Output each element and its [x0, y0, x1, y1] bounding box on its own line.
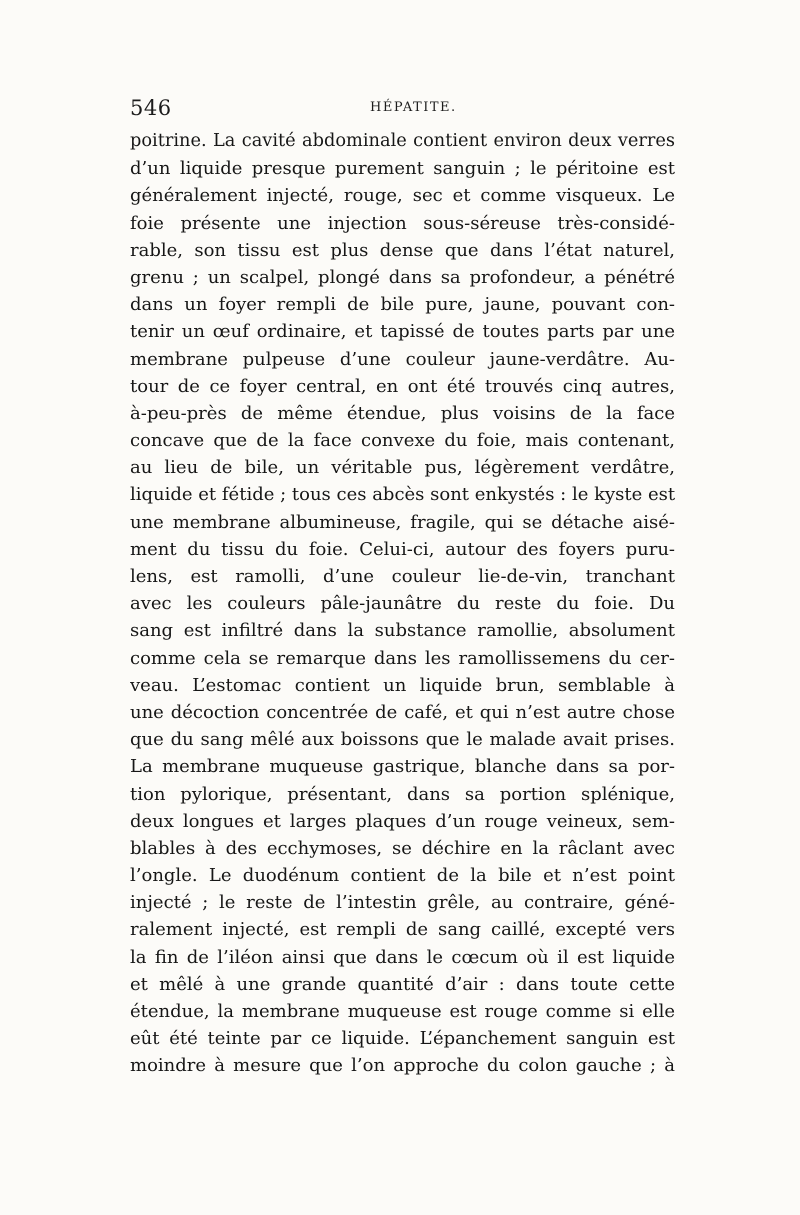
- text-line: injecté ; le reste de l’intestin grêle, au contraire, géné-: [130, 892, 675, 914]
- text-line: d’un liquide presque purement sanguin ; le péritoine est: [130, 158, 675, 180]
- text-line: grenu ; un scalpel, plongé dans sa profondeur, a pénétré: [130, 266, 675, 288]
- text-line: généralement injecté, rouge, sec et comme visqueux. Le: [130, 185, 675, 207]
- text-line: deux longues et larges plaques d’un rouge veineux, sem-: [130, 810, 675, 832]
- text-line: la fin de l’iléon ainsi que dans le cœcum où il est liquide: [130, 946, 675, 968]
- text-line: que du sang mêlé aux boissons que le malade avait prises.: [130, 729, 675, 751]
- text-line: membrane pulpeuse d’une couleur jaune-verdâtre. Au-: [130, 348, 675, 370]
- text-line: tour de ce foyer central, en ont été trouvés cinq autres,: [130, 375, 675, 397]
- running-title: HÉPATITE.: [370, 100, 457, 115]
- text-line: liquide et fétide ; tous ces abcès sont enkystés : le kyste est: [130, 484, 675, 506]
- text-line: ment du tissu du foie. Celui-ci, autour des foyers puru-: [130, 538, 675, 560]
- text-line: La membrane muqueuse gastrique, blanche dans sa por-: [130, 756, 675, 778]
- text-line: ralement injecté, est rempli de sang caillé, excepté vers: [130, 919, 675, 941]
- text-line: une membrane albumineuse, fragile, qui se détache aisé-: [130, 511, 675, 533]
- text-line: dans un foyer rempli de bile pure, jaune, pouvant con-: [130, 294, 675, 316]
- page-number: 546: [130, 96, 172, 120]
- text-line: à-peu-près de même étendue, plus voisins de la face: [130, 402, 675, 424]
- text-line: blables à des ecchymoses, se déchire en la râclant avec: [130, 837, 675, 859]
- text-line: avec les couleurs pâle-jaunâtre du reste du foie. Du: [130, 593, 675, 615]
- text-line: concave que de la face convexe du foie, mais contenant,: [130, 430, 675, 452]
- text-line: veau. L’estomac contient un liquide brun, semblable à: [130, 674, 675, 696]
- text-line: foie présente une injection sous-séreuse très-considé-: [130, 212, 675, 234]
- text-line: eût été teinte par ce liquide. L’épanchement sanguin est: [130, 1028, 675, 1050]
- text-line: au lieu de bile, un véritable pus, légèrement verdâtre,: [130, 457, 675, 479]
- text-line: l’ongle. Le duodénum contient de la bile et n’est point: [130, 865, 675, 887]
- text-line: étendue, la membrane muqueuse est rouge comme si elle: [130, 1001, 675, 1022]
- text-line: lens, est ramolli, d’une couleur lie-de-vin, tranchant: [130, 566, 675, 587]
- text-line: tenir un œuf ordinaire, et tapissé de toutes parts par une: [130, 321, 675, 343]
- text-line: et mêlé à une grande quantité d’air : dans toute cette: [130, 973, 675, 995]
- text-line: une décoction concentrée de café, et qui n’est autre chose: [130, 701, 675, 723]
- page-header: [130, 96, 675, 126]
- text-line: comme cela se remarque dans les ramollissemens du cer-: [130, 647, 675, 669]
- text-line: moindre à mesure que l’on approche du colon gauche ; à: [130, 1055, 675, 1077]
- text-line: sang est infiltré dans la substance ramollie, absolument: [130, 620, 675, 642]
- text-line: poitrine. La cavité abdominale contient environ deux verres: [130, 131, 675, 151]
- body-text: [130, 128, 675, 1080]
- text-line: tion pylorique, présentant, dans sa portion splénique,: [130, 783, 675, 805]
- text-line: rable, son tissu est plus dense que dans l’état naturel,: [130, 239, 675, 261]
